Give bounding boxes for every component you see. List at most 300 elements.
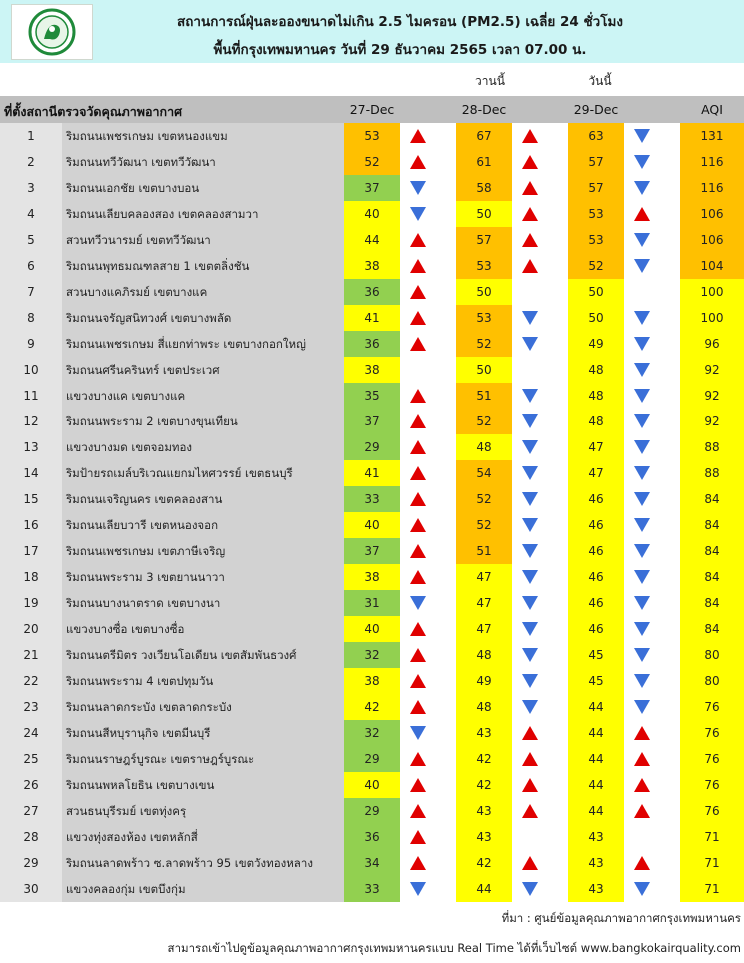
trend-cell [400,279,436,305]
up-arrow-icon [409,673,427,689]
station-number: 2 [0,149,62,175]
trend-cell [624,798,660,824]
aqi-value: 80 [680,642,744,668]
trend-cell [624,383,660,409]
down-arrow-icon [409,725,427,741]
aqi-value: 84 [680,590,744,616]
up-arrow-icon [409,310,427,326]
station-number: 9 [0,331,62,357]
station-number: 26 [0,772,62,798]
up-arrow-icon [409,777,427,793]
pm25-value-day-1: 53 [344,123,400,149]
down-arrow-icon [521,310,539,326]
table-header-row [0,96,744,123]
trend-cell [512,876,548,902]
down-arrow-icon [633,647,651,663]
trend-cell [624,616,660,642]
down-arrow-icon [521,517,539,533]
up-arrow-icon [409,154,427,170]
trend-cell [512,694,548,720]
pm25-value-day-1: 32 [344,642,400,668]
up-arrow-icon [521,154,539,170]
down-arrow-icon [521,673,539,689]
down-arrow-icon [633,699,651,715]
header-28-dec: 28-Dec [461,102,507,117]
trend-cell [512,486,548,512]
pm25-value-day-3: 44 [568,772,624,798]
down-arrow-icon [633,310,651,326]
pm25-value-day-3: 46 [568,512,624,538]
trend-cell [512,253,548,279]
aqi-value: 116 [680,149,744,175]
aqi-value: 92 [680,357,744,383]
station-location: สวนบางแคภิรมย์ เขตบางแค [62,279,344,305]
station-number: 20 [0,616,62,642]
trend-cell [400,824,436,850]
aqi-value: 84 [680,512,744,538]
aqi-value: 76 [680,694,744,720]
pm25-value-day-2: 49 [456,668,512,694]
station-number: 3 [0,175,62,201]
pm25-value-day-3: 50 [568,279,624,305]
down-arrow-icon [633,388,651,404]
trend-cell [624,201,660,227]
station-location: ริมถนนเพชรเกษม สี่แยกท่าพระ เขตบางกอกใหญ่ [62,331,344,357]
pm25-value-day-2: 51 [456,383,512,409]
trend-cell [512,746,548,772]
station-location: ริมถนนบางนาตราด เขตบางนา [62,590,344,616]
pm25-value-day-1: 38 [344,253,400,279]
table-row [0,876,744,902]
trend-cell [624,538,660,564]
table-row [0,227,744,253]
header-29-dec: 29-Dec [573,102,619,117]
station-number: 6 [0,253,62,279]
trend-cell [512,512,548,538]
down-arrow-icon [521,595,539,611]
trend-cell [512,149,548,175]
aqi-value: 76 [680,746,744,772]
station-number: 29 [0,850,62,876]
station-location: ริมถนนพหลโยธิน เขตบางเขน [62,772,344,798]
pm25-value-day-2: 52 [456,408,512,434]
down-arrow-icon [521,465,539,481]
table-row [0,798,744,824]
up-arrow-icon [409,491,427,507]
header-27-dec: 27-Dec [349,102,395,117]
station-location: ริมป้ายรถเมล์บริเวณแยกมไหศวรรย์ เขตธนบุรี [62,460,344,486]
pm25-value-day-1: 41 [344,305,400,331]
trend-cell [624,227,660,253]
station-number: 22 [0,668,62,694]
trend-cell [400,201,436,227]
up-arrow-icon [409,413,427,429]
down-arrow-icon [633,362,651,378]
trend-cell [400,616,436,642]
down-arrow-icon [521,543,539,559]
aqi-value: 80 [680,668,744,694]
table-row [0,201,744,227]
pm25-value-day-1: 34 [344,850,400,876]
trend-cell [400,694,436,720]
trend-cell [624,642,660,668]
pm25-value-day-1: 33 [344,876,400,902]
station-location: แขวงบางแค เขตบางแค [62,383,344,409]
station-number: 23 [0,694,62,720]
down-arrow-icon [633,439,651,455]
table-row [0,123,744,149]
trend-cell [624,279,660,305]
pm25-value-day-3: 49 [568,331,624,357]
pm25-value-day-2: 44 [456,876,512,902]
aqi-value: 88 [680,460,744,486]
pm25-value-day-3: 43 [568,824,624,850]
pm25-value-day-2: 54 [456,460,512,486]
trend-cell [624,590,660,616]
trend-cell [512,798,548,824]
pm25-value-day-3: 47 [568,434,624,460]
station-number: 21 [0,642,62,668]
pm25-value-day-3: 44 [568,798,624,824]
trend-cell [624,460,660,486]
down-arrow-icon [633,881,651,897]
up-arrow-icon [633,777,651,793]
up-arrow-icon [521,128,539,144]
down-arrow-icon [633,491,651,507]
up-arrow-icon [409,751,427,767]
trend-cell [512,357,548,383]
pm25-value-day-3: 43 [568,876,624,902]
up-arrow-icon [633,855,651,871]
trend-cell [624,434,660,460]
station-number: 15 [0,486,62,512]
pm25-value-day-1: 37 [344,538,400,564]
station-location: ริมถนนตรีมิตร วงเวียนโอเดียน เขตสัมพันธวงศ์ [62,642,344,668]
trend-cell [512,331,548,357]
pm25-value-day-3: 57 [568,175,624,201]
trend-cell [512,408,548,434]
pm25-value-day-2: 53 [456,253,512,279]
trend-cell [400,798,436,824]
trend-cell [400,383,436,409]
up-arrow-icon [409,232,427,248]
aqi-value: 84 [680,538,744,564]
trend-cell [400,720,436,746]
trend-cell [400,538,436,564]
trend-cell [624,175,660,201]
pm25-value-day-1: 40 [344,772,400,798]
pm25-value-day-2: 43 [456,798,512,824]
pm25-value-day-2: 52 [456,512,512,538]
table-row [0,512,744,538]
pm25-value-day-2: 50 [456,279,512,305]
down-arrow-icon [409,180,427,196]
pm25-value-day-2: 52 [456,486,512,512]
trend-cell [512,305,548,331]
down-arrow-icon [633,128,651,144]
pm25-value-day-3: 52 [568,253,624,279]
up-arrow-icon [409,543,427,559]
aqi-value: 71 [680,824,744,850]
aqi-value: 84 [680,486,744,512]
aqi-value: 106 [680,201,744,227]
down-arrow-icon [521,621,539,637]
pm25-value-day-3: 45 [568,642,624,668]
station-location: ริมถนนเพชรเกษม เขตหนองแขม [62,123,344,149]
pm25-value-day-1: 37 [344,175,400,201]
table-row [0,279,744,305]
station-number: 25 [0,746,62,772]
pm25-value-day-1: 40 [344,201,400,227]
pm25-value-day-1: 41 [344,460,400,486]
station-number: 30 [0,876,62,902]
up-arrow-icon [409,569,427,585]
table-row [0,383,744,409]
trend-cell [400,305,436,331]
station-location: ริมถนนศรีนครินทร์ เขตประเวศ [62,357,344,383]
down-arrow-icon [633,336,651,352]
realtime-note: สามารถเข้าไปดูข้อมูลคุณภาพอากาศกรุงเทพมหานครแบบ Real Time ได้ที่เว็บไซต์ www.bangkokairquality.com [167,941,741,955]
station-location: สวนทวีวนารมย์ เขตทวีวัฒนา [62,227,344,253]
table-row [0,642,744,668]
trend-cell [400,850,436,876]
up-arrow-icon [409,647,427,663]
pm25-value-day-1: 31 [344,590,400,616]
station-number: 5 [0,227,62,253]
trend-cell [624,486,660,512]
station-location: ริมถนนพระราม 4 เขตปทุมวัน [62,668,344,694]
station-location: ริมถนนเลียบคลองสอง เขตคลองสามวา [62,201,344,227]
aqi-value: 92 [680,383,744,409]
pm25-value-day-2: 48 [456,434,512,460]
header-aqi: AQI [701,102,723,117]
station-number: 17 [0,538,62,564]
trend-cell [400,331,436,357]
station-number: 7 [0,279,62,305]
up-arrow-icon [409,517,427,533]
pm25-value-day-3: 53 [568,201,624,227]
pm25-value-day-3: 44 [568,720,624,746]
station-location: ริมถนนเลียบวารี เขตหนองจอก [62,512,344,538]
up-arrow-icon [409,465,427,481]
up-arrow-icon [409,621,427,637]
pm25-value-day-1: 36 [344,824,400,850]
pm25-value-day-1: 38 [344,564,400,590]
trend-cell [512,460,548,486]
aqi-value: 76 [680,720,744,746]
up-arrow-icon [521,180,539,196]
trend-cell [512,850,548,876]
down-arrow-icon [633,569,651,585]
source-note: ที่มา : ศูนย์ข้อมูลคุณภาพอากาศกรุงเทพมหานคร [501,911,741,925]
pm25-value-day-2: 43 [456,720,512,746]
trend-cell [400,668,436,694]
pm25-value-day-2: 58 [456,175,512,201]
station-number: 12 [0,408,62,434]
pm25-value-day-1: 36 [344,279,400,305]
trend-cell [624,746,660,772]
pm25-value-day-3: 48 [568,408,624,434]
trend-cell [400,746,436,772]
trend-cell [512,824,548,850]
trend-cell [624,305,660,331]
station-location: ริมถนนพุทธมณฑลสาย 1 เขตตลิ่งชัน [62,253,344,279]
aqi-value: 100 [680,279,744,305]
trend-cell [624,564,660,590]
up-arrow-icon [633,751,651,767]
station-location: ริมถนนจรัญสนิทวงศ์ เขตบางพลัด [62,305,344,331]
table-row [0,253,744,279]
down-arrow-icon [521,569,539,585]
trend-cell [512,720,548,746]
pm25-value-day-3: 44 [568,694,624,720]
table-row [0,720,744,746]
trend-cell [400,486,436,512]
pm25-value-day-1: 29 [344,798,400,824]
trend-cell [624,149,660,175]
title-banner [0,0,744,63]
table-row [0,590,744,616]
trend-cell [624,824,660,850]
station-location: แขวงบางมด เขตจอมทอง [62,434,344,460]
table-row [0,538,744,564]
pm25-value-day-3: 47 [568,460,624,486]
pm25-value-day-3: 46 [568,564,624,590]
pm25-value-day-2: 47 [456,590,512,616]
table-row [0,850,744,876]
trend-cell [512,175,548,201]
up-arrow-icon [409,128,427,144]
station-number: 16 [0,512,62,538]
pm25-value-day-1: 38 [344,668,400,694]
trend-cell [512,538,548,564]
down-arrow-icon [409,881,427,897]
station-location: ริมถนนเอกชัย เขตบางบอน [62,175,344,201]
trend-cell [512,434,548,460]
aqi-value: 76 [680,772,744,798]
up-arrow-icon [521,803,539,819]
down-arrow-icon [521,881,539,897]
station-location: แขวงทุ่งสองห้อง เขตหลักสี่ [62,824,344,850]
trend-cell [400,564,436,590]
trend-cell [400,642,436,668]
trend-cell [512,642,548,668]
pm25-value-day-3: 53 [568,227,624,253]
table-row [0,460,744,486]
station-location: แขวงคลองกุ่ม เขตบึงกุ่ม [62,876,344,902]
down-arrow-icon [633,413,651,429]
pm25-value-day-2: 51 [456,538,512,564]
aqi-value: 104 [680,253,744,279]
table-row [0,175,744,201]
down-arrow-icon [633,621,651,637]
station-number: 27 [0,798,62,824]
aqi-value: 88 [680,434,744,460]
table-row [0,616,744,642]
pm25-value-day-1: 37 [344,408,400,434]
pm25-value-day-1: 29 [344,434,400,460]
pm25-value-day-3: 57 [568,149,624,175]
station-location: ริมถนนสีหบุรานุกิจ เขตมีนบุรี [62,720,344,746]
pm25-value-day-1: 40 [344,616,400,642]
trend-cell [400,434,436,460]
pm25-value-day-3: 46 [568,616,624,642]
station-location: ริมถนนเพชรเกษม เขตภาษีเจริญ [62,538,344,564]
trend-cell [512,227,548,253]
station-number: 8 [0,305,62,331]
pm25-value-day-2: 57 [456,227,512,253]
up-arrow-icon [521,855,539,871]
down-arrow-icon [521,699,539,715]
trend-cell [400,253,436,279]
pm25-value-day-3: 43 [568,850,624,876]
trend-cell [512,279,548,305]
down-arrow-icon [521,336,539,352]
pm25-value-day-2: 47 [456,616,512,642]
trend-cell [512,383,548,409]
station-number: 28 [0,824,62,850]
trend-cell [512,668,548,694]
station-location: ริมถนนราษฎร์บูรณะ เขตราษฎร์บูรณะ [62,746,344,772]
title-line-2: พื้นที่กรุงเทพมหานคร วันที่ 29 ธันวาคม 2565 เวลา 07.00 น. [213,42,587,58]
station-number: 4 [0,201,62,227]
up-arrow-icon [633,206,651,222]
table-row [0,564,744,590]
up-arrow-icon [521,258,539,274]
pm25-value-day-1: 44 [344,227,400,253]
aqi-value: 76 [680,798,744,824]
up-arrow-icon [409,284,427,300]
trend-cell [400,460,436,486]
trend-cell [624,850,660,876]
down-arrow-icon [633,595,651,611]
pm25-value-day-3: 46 [568,538,624,564]
table-row [0,694,744,720]
trend-cell [400,357,436,383]
station-number: 11 [0,383,62,409]
bma-logo [11,4,93,60]
pm25-value-day-1: 32 [344,720,400,746]
station-number: 1 [0,123,62,149]
table-row [0,357,744,383]
up-arrow-icon [409,699,427,715]
station-location: แขวงบางซื่อ เขตบางซื่อ [62,616,344,642]
pm25-value-day-1: 38 [344,357,400,383]
pm25-value-day-2: 42 [456,772,512,798]
up-arrow-icon [409,855,427,871]
pm25-value-day-1: 40 [344,512,400,538]
station-number: 19 [0,590,62,616]
trend-cell [400,590,436,616]
down-arrow-icon [521,491,539,507]
down-arrow-icon [633,543,651,559]
trend-cell [624,668,660,694]
station-location: ริมถนนทวีวัฒนา เขตทวีวัฒนา [62,149,344,175]
yesterday-label: วานนี้ [475,74,505,88]
down-arrow-icon [521,413,539,429]
station-location: ริมถนนลาดพร้าว ซ.ลาดพร้าว 95 เขตวังทองหลาง [62,850,344,876]
up-arrow-icon [409,336,427,352]
pm25-value-day-2: 67 [456,123,512,149]
pm25-value-day-2: 52 [456,331,512,357]
trend-cell [624,408,660,434]
station-number: 10 [0,357,62,383]
down-arrow-icon [633,154,651,170]
pm25-value-day-3: 48 [568,383,624,409]
aqi-value: 92 [680,408,744,434]
up-arrow-icon [521,777,539,793]
pm25-value-day-3: 46 [568,486,624,512]
